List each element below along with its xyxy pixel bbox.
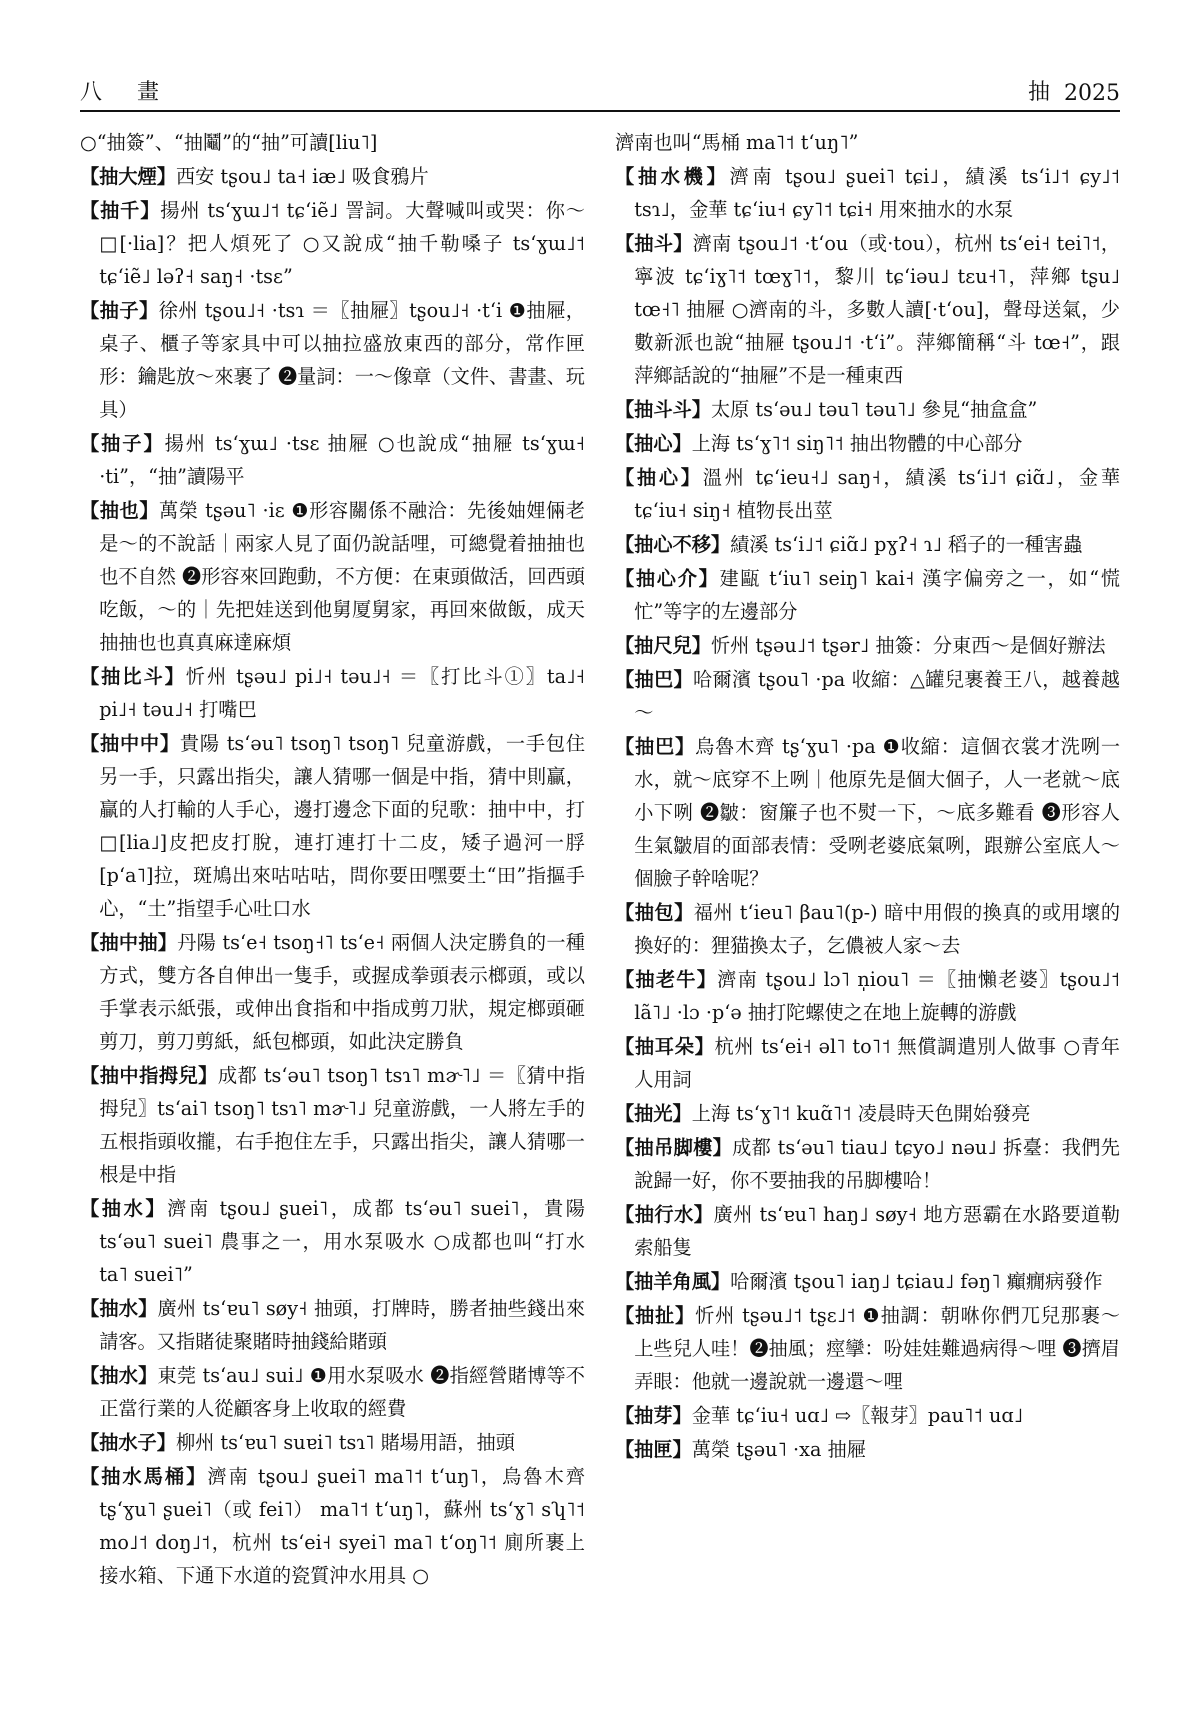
entry-headword: 【抽也】 (80, 499, 159, 522)
guide-character: 抽 (1027, 80, 1050, 105)
entry-definition: 柳州 tsʻɐu˥ suɐi˥ tsɿ˥ 賭場用語，抽頭 (175, 1431, 515, 1454)
entry-headword: 【抽水】 (80, 1364, 158, 1387)
entry-headword: 【抽斗】 (615, 232, 693, 255)
entry-headword: 【抽大煙】 (80, 165, 176, 188)
entry-headword: 【抽包】 (615, 901, 694, 924)
entry-headword: 【抽子】 (80, 299, 159, 322)
entry-headword: 【抽中指拇兒】 (80, 1064, 218, 1087)
entry-headword: 【抽心不移】 (615, 533, 731, 556)
section-label (80, 75, 173, 106)
dictionary-entry (615, 1131, 1120, 1197)
entry-definition: 哈爾濱 tʂou˥ iaŋ˩ tɕiau˩ fəŋ˥ 癲癇病發作 (730, 1270, 1103, 1293)
entry-headword: 【抽水】 (80, 1297, 158, 1320)
entry-definition: 丹陽 tsʻe˧ tsoŋ˧˥ tsʻe˧ 兩個人決定勝負的一種方式，雙方各自伸出一隻手，或握成拳頭表示榔頭，或以手掌表示紙張，或伸出食指和中指成剪刀狀，規定榔頭砸剪刀，剪刀剪紙，紙包榔頭，如此決定勝負 (99, 931, 585, 1053)
entry-headword: 【抽羊角風】 (615, 1270, 731, 1293)
entry-headword: 【抽中中】 (80, 732, 180, 755)
entry-headword: 【抽扯】 (615, 1304, 696, 1327)
dictionary-entry (615, 393, 1120, 426)
dictionary-entry (80, 1292, 585, 1358)
entry-headword: 【抽斗斗】 (615, 398, 711, 421)
entry-definition: 忻州 tʂəu˩˦ tʂər˩ 抽簽：分東西～是個好辦法 (710, 634, 1106, 657)
dictionary-entry (615, 896, 1120, 962)
dictionary-entry (615, 427, 1120, 460)
entry-headword: 【抽吊脚樓】 (615, 1136, 733, 1159)
entry-definition: 濟南 tʂou˩ ʂuei˥ tɕi˩，績溪 tsʻi˩˦ ɕy˩˦ tsɿ˩，金華 tɕʻiu˧ ɕy˥˦ tɕi˧ 用來抽水的水泵 (634, 165, 1120, 221)
dictionary-entry (615, 528, 1120, 561)
entry-headword: 【抽行水】 (615, 1203, 714, 1226)
entry-definition: 成都 tsʻəu˥ tsoŋ˥ tsɿ˥ mɚ˥˩ ＝〖猜中指拇兒〗tsʻai˥ tsoŋ˥ tsɿ˥ mɚ˥˩ 兒童游戲，一人將左手的五根指頭收攏，右手抱住左手，只露出指尖，讓人猜哪一根是中指 (99, 1064, 585, 1186)
entry-definition: 成都 tsʻəu˥ tiau˩ tɕyo˩ nəu˩ 拆臺：我們先說歸一好，你不要抽我的吊脚樓哈！ (634, 1136, 1120, 1192)
dictionary-entry (80, 160, 585, 193)
dictionary-entry (80, 494, 585, 659)
header-right (1028, 75, 1120, 106)
dictionary-entry (615, 629, 1120, 662)
entry-headword: 【抽水機】 (615, 165, 730, 188)
entry-definition: 揚州 tsʻɣɯ˩ ·tsɛ 抽屜 ○也說成“抽屜 tsʻɣɯ˧ ·ti”，“抽”讀陽平 (99, 432, 585, 488)
dictionary-entry (615, 160, 1120, 226)
dictionary-entry (80, 294, 585, 426)
entry-definition: 忻州 tʂəu˩˦ tʂɛ˩˦ ❶抽調：朝咻你們兀兒那裹～上些兒人哇！❷抽風；痙攣：吩娃娃難過病得～哩 ❸擠眉弄眼：他就一邊說就一邊還～哩 (634, 1304, 1120, 1393)
entry-definition: 徐州 tʂou˩˧ ·tsɿ ＝〖抽屜〗tʂou˩˧ ·tʻi ❶抽屜，桌子、櫃子等家具中可以抽拉盛放東西的部分，常作匣形：鑰匙放～來裹了 ❷量詞：一～像章（文件、書畫、玩具） (99, 299, 585, 421)
dictionary-entry (80, 427, 585, 493)
dictionary-entry (615, 562, 1120, 628)
dictionary-entry (80, 1059, 585, 1191)
entry-headword: 【抽尺兒】 (615, 634, 711, 657)
entry-headword: 【抽心】 (615, 432, 692, 455)
entry-definition: 溫州 tɕʻieu˧˩ saŋ˧，績溪 tsʻi˩˦ ɕiɑ̃˩，金華 tɕʻiu˧ siŋ˧ 植物長出莖 (634, 466, 1120, 522)
entry-definition: 廣州 tsʻɐu˥ søy˧ 抽頭，打牌時，勝者抽些錢出來請客。又指賭徒聚賭時抽錢給賭頭 (99, 1297, 585, 1353)
entry-definition: 績溪 tsʻi˩˦ ɕiɑ̃˩ pɣʔ˧ ɿ˩ 稻子的一種害蟲 (730, 533, 1083, 556)
dictionary-entry (615, 227, 1120, 392)
entry-definition: 萬榮 tʂəu˥ ·iɛ ❶形容關係不融洽：先後妯娌倆老是～的不說話｜兩家人見了面仍說話哩，可總覺着抽抽也也不自然 ❷形容來回跑動，不方便：在東頭做活，回西頭吃飯，～的｜先把娃送到他舅厦舅家，再回來做飯，成天抽抽也也真真麻達麻煩 (99, 499, 585, 654)
entry-definition: 建甌 tʻiu˥ seiŋ˥ kai˧ 漢字偏旁之一，如“慌忙”等字的左邊部分 (634, 567, 1120, 623)
dictionary-entry (615, 1030, 1120, 1096)
entry-definition: 濟南 tʂou˩ lɔ˥ n̩iou˥ ＝〖抽懶老婆〗tʂou˩˦ lã˥˩ ·lɔ ·pʻə 抽打陀螺使之在地上旋轉的游戲 (634, 968, 1120, 1024)
entry-definition: 揚州 tsʻɣɯ˩˦ tɕʻiẽ˩ 詈詞。大聲喊叫或哭：你～□[·lia]？把人煩死了 ○又說成“抽千勒嗓子 tsʻɣɯ˩˦ tɕʻiẽ˩ ləʔ˧ saŋ˧ ·tsɛ” (99, 199, 585, 288)
dictionary-entry (615, 1198, 1120, 1264)
entry-headword: 【抽心介】 (615, 567, 720, 590)
dictionary-entry (80, 1426, 585, 1459)
entry-definition: 濟南 tʂou˩˦ ·tʻou（或·tou），杭州 tsʻei˧ tei˥˦，寧波 tɕʻiɣ˥˦ tœɣ˥˦，黎川 tɕʻiəu˩ tɛu˧˥，萍鄉 tʂu˩ tœ˧˥ 抽屜 ○濟南的斗，多數人讀[·tʻou]，聲母送氣，少數新派也說“抽屜 tʂou˩˦ ·tʻi”。萍鄉簡稱“斗 tœ˧”，跟萍鄉話說的“抽屜”不是一種東西 (634, 232, 1120, 387)
entry-headword: 【抽中抽】 (80, 931, 178, 954)
entry-definition: 濟南 tʂou˩ ʂuei˥ ma˥˦ tʻuŋ˥，烏魯木齊 tʂʻɣu˥ ʂuei˥（或 fei˥） ma˥˦ tʻuŋ˥，蘇州 tsʻɣ˥ sʮ˥˦ mo˩˦ doŋ˩˦，杭州 tsʻei˧ syei˥ ma˥ tʻoŋ˥˦ 廁所裹上接水箱、下通下水道的瓷質沖水用具 ○ (99, 1465, 585, 1587)
entry-definition: 上海 tsʻɣ˥˦ siŋ˥˦ 抽出物體的中心部分 (691, 432, 1023, 455)
entry-headword: 【抽子】 (80, 432, 165, 455)
page-header (80, 66, 1120, 106)
entry-headword: 【抽芽】 (615, 1404, 692, 1427)
page-number: 2025 (1064, 81, 1120, 106)
entry-definition: 哈爾濱 tʂou˥ ·pa 收縮：△罐兒裹養王八，越養越～ (634, 668, 1120, 724)
entry-definition: 萬榮 tʂəu˥ ·xa 抽屜 (691, 1438, 866, 1461)
entry-headword: 【抽耳朵】 (615, 1035, 715, 1058)
entry-definition: 金華 tɕʻiu˧ uɑ˩ ⇨〖報芽〗pau˥˦ uɑ˩ (691, 1404, 1024, 1427)
entry-continuation: ○“抽簽”、“抽鬮”的“抽”可讀[liu˥] (80, 131, 378, 154)
dictionary-entry (80, 660, 585, 726)
entry-headword: 【抽比斗】 (80, 665, 186, 688)
dictionary-entry (615, 663, 1120, 729)
dictionary-entry (80, 1359, 585, 1425)
dictionary-entry (615, 1097, 1120, 1130)
entry-definition: 廣州 tsʻɐu˥ haŋ˩ søy˧ 地方惡霸在水路要道勒索船隻 (634, 1203, 1120, 1259)
entry-continuation: 濟南也叫“馬桶 ma˥˦ tʻuŋ˥” (615, 131, 859, 154)
left-column (80, 126, 585, 1686)
entry-definition: 忻州 tʂəu˩ pi˩˧ təu˩˧ ＝〖打比斗①〗ta˩˧ pi˩˧ təu˩˧ 打嘴巴 (99, 665, 585, 721)
header-rule (80, 110, 1120, 112)
dictionary-entry (80, 1460, 585, 1592)
entry-headword: 【抽水馬桶】 (80, 1465, 208, 1488)
entry-definition: 貴陽 tsʻəu˥ tsoŋ˥ tsoŋ˥ 兒童游戲，一手包住另一手，只露出指尖，讓人猜哪一個是中指，猜中則贏，贏的人打輸的人手心，邊打邊念下面的兒歌：抽中中，打□[lia˩]皮把皮打脫，連打連打十二皮，矮子過河一脬[pʻa˥]拉，斑鳩出來咕咕咕，問你要田嘿要土“田”指摳手心，“土”指望手心吐口水 (99, 732, 585, 920)
entry-definition: 濟南 tʂou˩ ʂuei˥，成都 tsʻəu˥ suei˥，貴陽 tsʻəu˥ suei˥ 農事之一，用水泵吸水 ○成都也叫“打水 ta˥ suei˥” (99, 1197, 585, 1286)
entry-headword: 【抽光】 (615, 1102, 692, 1125)
entry-headword: 【抽水】 (80, 1197, 168, 1220)
entry-definition: 太原 tsʻəu˩ təu˥ təu˥˩ 參見“抽盒盒” (710, 398, 1038, 421)
entry-headword: 【抽千】 (80, 199, 161, 222)
dictionary-entry (615, 963, 1120, 1029)
entry-definition: 福州 tʻieu˥ βau˥(p-) 暗中用假的換真的或用壞的換好的：狸猫換太子，乞儂被人家～去 (634, 901, 1120, 957)
dictionary-entry (615, 1299, 1120, 1398)
dictionary-entry (80, 194, 585, 293)
entry-headword: 【抽匣】 (615, 1438, 692, 1461)
dictionary-body (80, 126, 1120, 1686)
entry-headword: 【抽巴】 (615, 668, 694, 691)
dictionary-entry (80, 727, 585, 925)
dictionary-entry (615, 1433, 1120, 1466)
entry-definition: 上海 tsʻɣ˥˦ kuɑ̃˥˦ 凌晨時天色開始發亮 (691, 1102, 1031, 1125)
entry-headword: 【抽老牛】 (615, 968, 718, 991)
stroke-count-heading: 八 畫 (80, 80, 173, 105)
dictionary-entry (615, 730, 1120, 895)
entry-headword: 【抽水子】 (80, 1431, 176, 1454)
dictionary-entry (615, 1399, 1120, 1432)
entry-headword: 【抽巴】 (615, 735, 696, 758)
dictionary-entry (80, 926, 585, 1058)
entry-definition: 杭州 tsʻei˧ əl˥ to˥˦ 無償調遣別人做事 ○青年人用詞 (634, 1035, 1120, 1091)
right-column (615, 126, 1120, 1686)
dictionary-entry (80, 1192, 585, 1291)
entry-headword: 【抽心】 (615, 466, 703, 489)
dictionary-entry (615, 1265, 1120, 1298)
entry-definition: 西安 tʂou˩ ta˧ iæ˩ 吸食鴉片 (175, 165, 429, 188)
dictionary-entry (615, 461, 1120, 527)
entry-definition: 東莞 tsʻau˩ sui˩ ❶用水泵吸水 ❷指經營賭博等不正當行業的人從顧客身上收取的經費 (99, 1364, 585, 1420)
entry-definition: 烏魯木齊 tʂʻɣu˥ ·pa ❶收縮：這個衣裳才洗咧一水，就～底穿不上咧｜他原先是個大個子，人一老就～底小下咧 ❷皺：窗簾子也不熨一下，～底多難看 ❸形容人生氣皺眉的面部表情：受咧老婆底氣咧，跟辦公室底人～個臉子幹啥呢？ (634, 735, 1120, 890)
